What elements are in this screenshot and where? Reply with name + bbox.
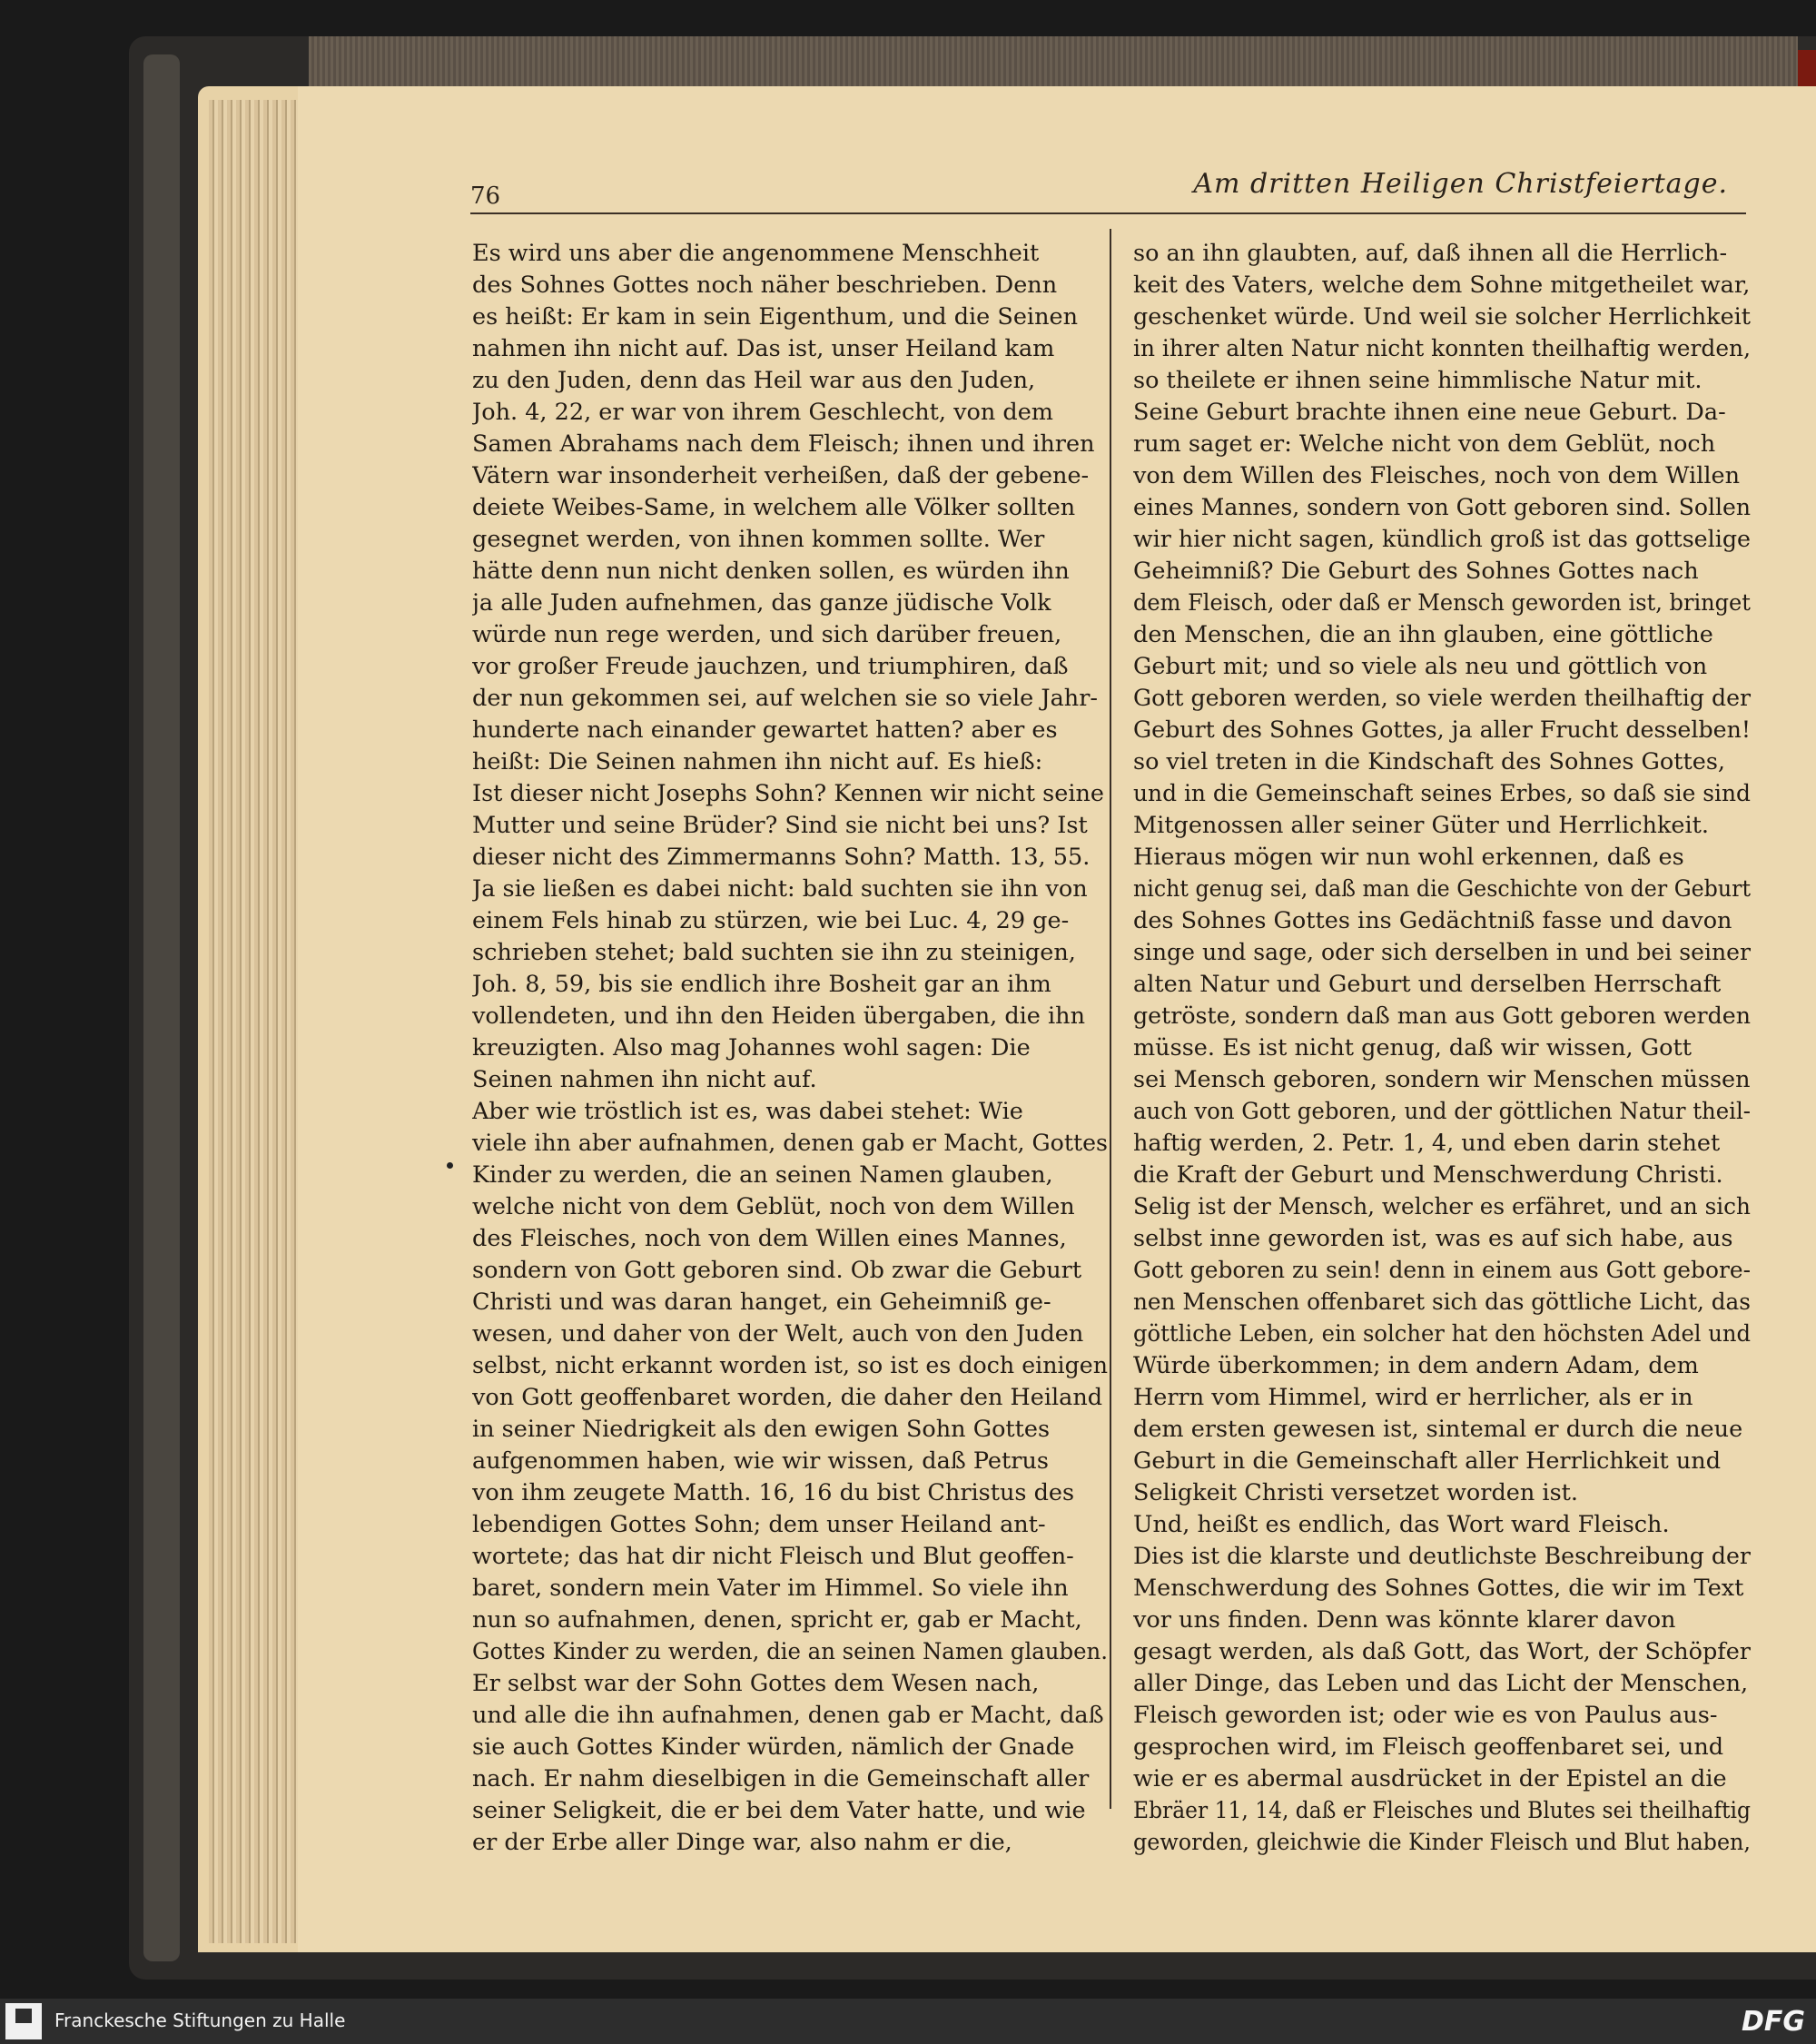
text-line: nen Menschen offenbaret sich das göttliche Licht, das — [1133, 1289, 1752, 1316]
text-line: haftig werden, 2. Petr. 1, 4, und eben darin stehet — [1133, 1130, 1721, 1157]
right-column — [1133, 238, 1751, 1859]
text-line: eines Mannes, sondern von Gott geboren sind. Sollen — [1133, 494, 1752, 521]
text-line: müsse. Es ist nicht genug, daß wir wissen, Gott — [1133, 1034, 1692, 1061]
text-line: Aber wie tröstlich ist es, was dabei stehet: Wie — [472, 1098, 1023, 1125]
text-line: Gott geboren werden, so viele werden theilhaftig der — [1133, 685, 1752, 712]
text-line: Selig ist der Mensch, welcher es erfähret, und an sich — [1133, 1193, 1751, 1220]
text-line: einem Fels hinab zu stürzen, wie bei Luc. 4, 29 ge- — [472, 907, 1070, 934]
text-line: des Sohnes Gottes noch näher beschrieben. Denn — [472, 272, 1058, 299]
text-line: die Kraft der Geburt und Menschwerdung Christi. — [1133, 1161, 1723, 1189]
text-line: selbst, nicht erkannt worden ist, so ist es doch einigen — [472, 1352, 1108, 1379]
cover-top-edge — [309, 36, 1798, 91]
text-line: Seinen nahmen ihn nicht auf. — [472, 1066, 817, 1093]
text-line: wortete; das hat dir nicht Fleisch und Blut geoffen- — [472, 1543, 1074, 1570]
text-line: rum saget er: Welche nicht von dem Geblüt, noch — [1133, 430, 1716, 458]
text-line: Ist dieser nicht Josephs Sohn? Kennen wir nicht seine — [472, 780, 1105, 807]
text-line: wie er es abermal ausdrücket in der Epistel an die — [1133, 1765, 1727, 1792]
text-line: Geburt des Sohnes Gottes, ja aller Frucht desselben! — [1133, 716, 1751, 744]
text-line: sie auch Gottes Kinder würden, nämlich der Gnade — [472, 1733, 1075, 1761]
text-line: Und, heißt es endlich, das Wort ward Fleisch. — [1133, 1511, 1670, 1538]
text-line: würde nun rege werden, und sich darüber freuen, — [472, 621, 1062, 648]
text-line: Christi und was daran hanget, ein Geheimniß ge- — [472, 1289, 1051, 1316]
text-line: viele ihn aber aufnahmen, denen gab er Macht, Gottes — [472, 1130, 1109, 1157]
text-line: so theilete er ihnen seine himmlische Natur mit. — [1133, 367, 1702, 394]
text-line: seiner Seligkeit, die er bei dem Vater hatte, und wie — [472, 1797, 1086, 1824]
text-line: Hieraus mögen wir nun wohl erkennen, daß es — [1133, 844, 1684, 871]
text-line: heißt: Die Seinen nahmen ihn nicht auf. Es hieß: — [472, 748, 1043, 775]
text-line: Es wird uns aber die angenommene Menschheit — [472, 240, 1040, 267]
text-line: Dies ist die klarste und deutlichste Beschreibung der — [1133, 1543, 1751, 1570]
text-line: Geburt in die Gemeinschaft aller Herrlichkeit und — [1133, 1447, 1722, 1475]
text-line: aller Dinge, das Leben und das Licht der Menschen, — [1133, 1670, 1749, 1697]
text-line: Seligkeit Christi versetzet worden ist. — [1133, 1479, 1579, 1506]
footer-institution: Franckesche Stiftungen zu Halle — [54, 2009, 346, 2031]
header-rule — [470, 212, 1746, 214]
left-column — [472, 238, 1108, 1859]
text-line: geschenket würde. Und weil sie solcher Herrlichkeit — [1133, 303, 1751, 331]
text-line: getröste, sondern daß man aus Gott geboren werden — [1133, 1002, 1752, 1030]
text-line: welche nicht von dem Geblüt, noch von dem Willen — [472, 1193, 1075, 1220]
text-line: dem ersten gewesen ist, sintemal er durch die neue — [1133, 1416, 1743, 1443]
text-line: hunderte nach einander gewartet hatten? aber es — [472, 716, 1058, 744]
text-line: ja alle Juden aufnehmen, das ganze jüdische Volk — [472, 589, 1051, 617]
margin-mark — [447, 1162, 453, 1169]
text-line: gesegnet werden, von ihnen kommen sollte. Wer — [472, 526, 1045, 553]
footer-dfg-logo: DFG — [1741, 2006, 1805, 2038]
column-divider — [1110, 229, 1111, 1809]
text-line: vor großer Freude jauchzen, und triumphiren, daß — [472, 653, 1069, 680]
text-line: geworden, gleichwie die Kinder Fleisch und Blut haben, — [1133, 1829, 1752, 1856]
text-line: Mitgenossen aller seiner Güter und Herrlichkeit. — [1133, 812, 1710, 839]
text-line: in ihrer alten Natur nicht konnten theilhaftig werden, — [1133, 335, 1751, 362]
text-line: von dem Willen des Fleisches, noch von dem Willen — [1133, 462, 1741, 489]
text-line: wir hier nicht sagen, kündlich groß ist das gottselige — [1133, 526, 1752, 553]
text-line: so viel treten in die Kindschaft des Sohnes Gottes, — [1133, 748, 1726, 775]
text-line: er der Erbe aller Dinge war, also nahm er die, — [472, 1829, 1012, 1856]
text-line: Ebräer 11, 14, daß er Fleisches und Blutes sei theilhaftig — [1133, 1797, 1751, 1824]
text-line: nach. Er nahm dieselbigen in die Gemeinschaft aller — [472, 1765, 1090, 1792]
text-line: Joh. 8, 59, bis sie endlich ihre Bosheit gar an ihm — [472, 971, 1051, 998]
text-line: singe und sage, oder sich derselben in und bei seiner — [1133, 939, 1751, 966]
text-line: auch von Gott geboren, und der göttlichen Natur theil- — [1133, 1098, 1752, 1125]
text-line: des Fleisches, noch von dem Willen eines Mannes, — [472, 1225, 1067, 1252]
text-line: Würde überkommen; in dem andern Adam, dem — [1133, 1352, 1699, 1379]
page-stack-edges — [209, 100, 300, 1943]
text-line: dem Fleisch, oder daß er Mensch geworden ist, bringet — [1133, 589, 1751, 617]
text-line: den Menschen, die an ihn glauben, eine göttliche — [1133, 621, 1713, 648]
text-line: nicht genug sei, daß man die Geschichte von der Geburt — [1133, 875, 1751, 903]
text-line: wesen, und daher von der Welt, auch von den Juden — [472, 1320, 1084, 1348]
text-line: Menschwerdung des Sohnes Gottes, die wir im Text — [1133, 1575, 1744, 1602]
text-line: Gott geboren zu sein! denn in einem aus Gott gebore- — [1133, 1257, 1752, 1284]
text-line: Herrn vom Himmel, wird er herrlicher, als er in — [1133, 1384, 1693, 1411]
text-line: alten Natur und Geburt und derselben Herrschaft — [1133, 971, 1722, 998]
text-line: und alle die ihn aufnahmen, denen gab er Macht, daß — [472, 1702, 1104, 1729]
text-line: selbst inne geworden ist, was es auf sich habe, aus — [1133, 1225, 1733, 1252]
text-line: Mutter und seine Brüder? Sind sie nicht bei uns? Ist — [472, 812, 1088, 839]
text-line: sei Mensch geboren, sondern wir Menschen müssen — [1133, 1066, 1751, 1093]
text-line: lebendigen Gottes Sohn; dem unser Heiland ant- — [472, 1511, 1046, 1538]
text-line: Joh. 4, 22, er war von ihrem Geschlecht, von dem — [472, 399, 1053, 426]
text-line: gesagt werden, als daß Gott, das Wort, der Schöpfer — [1133, 1638, 1751, 1665]
text-line: deiete Weibes-Same, in welchem alle Völker sollten — [472, 494, 1076, 521]
text-line: so an ihn glaubten, auf, daß ihnen all die Herrlich- — [1133, 240, 1728, 267]
page-number: 76 — [470, 183, 501, 210]
text-line: zu den Juden, denn das Heil war aus den Juden, — [472, 367, 1036, 394]
text-line: keit des Vaters, welche dem Sohne mitgetheilet war, — [1133, 272, 1751, 299]
text-line: Vätern war insonderheit verheißen, daß der gebene- — [472, 462, 1090, 489]
text-line: Geburt mit; und so viele als neu und göttlich von — [1133, 653, 1708, 680]
text-line: und in die Gemeinschaft seines Erbes, so daß sie sind — [1133, 780, 1751, 807]
text-line: schrieben stehet; bald suchten sie ihn zu steinigen, — [472, 939, 1076, 966]
text-line: Geheimniß? Die Geburt des Sohnes Gottes nach — [1133, 558, 1699, 585]
text-line: Kinder zu werden, die an seinen Namen glauben, — [472, 1161, 1053, 1189]
text-line: es heißt: Er kam in sein Eigenthum, und die Seinen — [472, 303, 1079, 331]
text-line: sondern von Gott geboren sind. Ob zwar die Geburt — [472, 1257, 1082, 1284]
text-line: baret, sondern mein Vater im Himmel. So viele ihn — [472, 1575, 1069, 1602]
book-spine — [143, 54, 180, 1961]
text-line: Seine Geburt brachte ihnen eine neue Geburt. Da- — [1133, 399, 1726, 426]
text-line: nahmen ihn nicht auf. Das ist, unser Heiland kam — [472, 335, 1055, 362]
text-line: in seiner Niedrigkeit als den ewigen Sohn Gottes — [472, 1416, 1051, 1443]
text-line: von ihm zeugete Matth. 16, 16 du bist Christus des — [472, 1479, 1075, 1506]
text-line: nun so aufnahmen, denen, spricht er, gab er Macht, — [472, 1606, 1082, 1634]
text-line: gesprochen wird, im Fleisch geoffenbaret sei, und — [1133, 1733, 1724, 1761]
footer-bar — [0, 1999, 1816, 2044]
text-line: kreuzigten. Also mag Johannes wohl sagen: Die — [472, 1034, 1031, 1061]
text-line: des Sohnes Gottes ins Gedächtniß fasse und davon — [1133, 907, 1732, 934]
text-line: vollendeten, und ihn den Heiden übergaben, die ihn — [472, 1002, 1086, 1030]
text-line: von Gott geoffenbaret worden, die daher den Heiland — [472, 1384, 1103, 1411]
text-line: Fleisch geworden ist; oder wie es von Paulus aus- — [1133, 1702, 1718, 1729]
text-line: dieser nicht des Zimmermanns Sohn? Matth. 13, 55. — [472, 844, 1091, 871]
text-line: Samen Abrahams nach dem Fleisch; ihnen und ihren — [472, 430, 1095, 458]
text-line: Er selbst war der Sohn Gottes dem Wesen nach, — [472, 1670, 1040, 1697]
institution-logo — [5, 2003, 42, 2039]
page-header — [470, 168, 1746, 210]
text-line: göttliche Leben, ein solcher hat den höchsten Adel und — [1133, 1320, 1751, 1348]
text-line: Gottes Kinder zu werden, die an seinen Namen glauben. — [472, 1638, 1108, 1665]
text-line: aufgenommen haben, wie wir wissen, daß Petrus — [472, 1447, 1049, 1475]
text-line: hätte denn nun nicht denken sollen, es würden ihn — [472, 558, 1070, 585]
text-line: vor uns finden. Denn was könnte klarer davon — [1133, 1606, 1676, 1634]
text-line: Ja sie ließen es dabei nicht: bald suchten sie ihn von — [472, 875, 1088, 903]
running-title: Am dritten Heiligen Christfeiertage. — [1193, 168, 1728, 200]
text-line: der nun gekommen sei, auf welchen sie so viele Jahr- — [472, 685, 1099, 712]
